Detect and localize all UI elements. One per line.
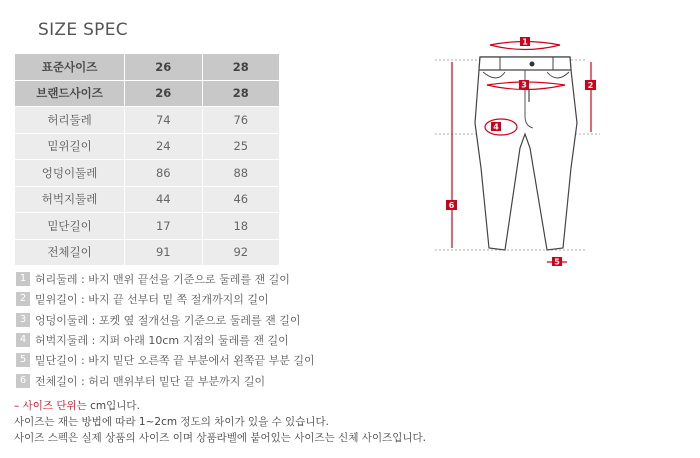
svg-text:4: 4: [493, 122, 499, 132]
note-text: 엉덩이둘레 : 포켓 옆 절개선을 기준으로 둘레를 잰 길이: [35, 313, 301, 327]
list-item: [16, 330, 315, 350]
note-text: 밑위길이 : 바지 끝 선부터 밑 쪽 절개까지의 길이: [35, 293, 269, 307]
size-spec-table: [15, 54, 279, 266]
row-label: 브랜드사이즈: [15, 80, 125, 107]
measurement-value: 46: [202, 186, 279, 213]
list-item: [16, 269, 315, 289]
row-label: 허벅지둘레: [15, 186, 125, 213]
table-row: [15, 186, 279, 213]
svg-text:2: 2: [587, 81, 594, 90]
length-marker: [446, 62, 457, 248]
size-disclaimer: [14, 398, 426, 446]
note-number-badge: 2: [16, 292, 30, 306]
unit-prefix: – 사이즈 단위는: [14, 400, 87, 412]
row-label: 밑단길이: [15, 213, 125, 240]
note-number-badge: 6: [16, 374, 30, 388]
row-label: 표준사이즈: [15, 54, 125, 80]
measurement-value: 24: [125, 133, 202, 160]
table-row-brand-size: [15, 80, 279, 107]
svg-text:3: 3: [521, 80, 527, 90]
page-title: SIZE SPEC: [38, 20, 128, 40]
list-item: [16, 350, 315, 370]
measurement-value: 25: [202, 133, 279, 160]
row-label: 밑위길이: [15, 133, 125, 160]
hem-marker: [547, 257, 567, 267]
svg-text:6: 6: [448, 201, 455, 210]
table-row: [15, 107, 279, 134]
unit-value: cm입니다.: [86, 400, 140, 412]
svg-text:5: 5: [554, 257, 560, 267]
table-row: [15, 160, 279, 187]
tolerance-note: 사이즈는 재는 방법에 따라 1~2cm 정도의 차이가 있을 수 있습니다.: [14, 416, 329, 428]
svg-text:1: 1: [522, 37, 528, 47]
size-value: 26: [125, 54, 202, 80]
table-row: [15, 213, 279, 240]
note-text: 허벅지둘레 : 지퍼 아래 10cm 지점의 둘레를 잰 길이: [35, 334, 289, 348]
table-row: [15, 133, 279, 160]
row-label: 엉덩이둘레: [15, 160, 125, 187]
row-label: 전체길이: [15, 239, 125, 266]
list-item: [16, 310, 315, 330]
measurement-value: 88: [202, 160, 279, 187]
measurement-value: 74: [125, 107, 202, 134]
waist-marker: [490, 37, 560, 50]
measurement-value: 76: [202, 107, 279, 134]
measurement-value: 44: [125, 186, 202, 213]
row-label: 허리둘레: [15, 107, 125, 134]
note-text: 허리둘레 : 바지 맨위 끝선을 기준으로 둘레를 잰 길이: [35, 273, 290, 287]
size-value: 28: [202, 54, 279, 80]
note-number-badge: 4: [16, 333, 30, 347]
list-item: [16, 370, 315, 390]
list-item: [16, 289, 315, 309]
measurement-value: 92: [202, 239, 279, 266]
rise-marker: [585, 62, 596, 132]
size-value: 26: [125, 80, 202, 107]
pants-measurement-diagram: [425, 28, 615, 278]
size-value: 28: [202, 80, 279, 107]
measurement-value: 17: [125, 213, 202, 240]
measurement-notes: [16, 269, 315, 391]
measurement-value: 86: [125, 160, 202, 187]
label-note: 사이즈 스펙은 실제 상품의 사이즈 이며 상품라벨에 붙어있는 사이즈는 신체 사이즈입니다.: [14, 432, 427, 444]
measurement-value: 18: [202, 213, 279, 240]
note-text: 밑단길이 : 바지 밑단 오른쪽 끝 부분에서 왼쪽끝 부분 길이: [35, 354, 315, 368]
table-row-standard-size: [15, 54, 279, 80]
unit-note: [14, 398, 426, 414]
note-number-badge: 1: [16, 272, 30, 286]
note-text: 전체길이 : 허리 맨위부터 밑단 끝 부분까지 길이: [35, 374, 266, 388]
measurement-value: 91: [125, 239, 202, 266]
note-number-badge: 3: [16, 313, 30, 327]
note-number-badge: 5: [16, 353, 30, 367]
table-row: [15, 239, 279, 266]
